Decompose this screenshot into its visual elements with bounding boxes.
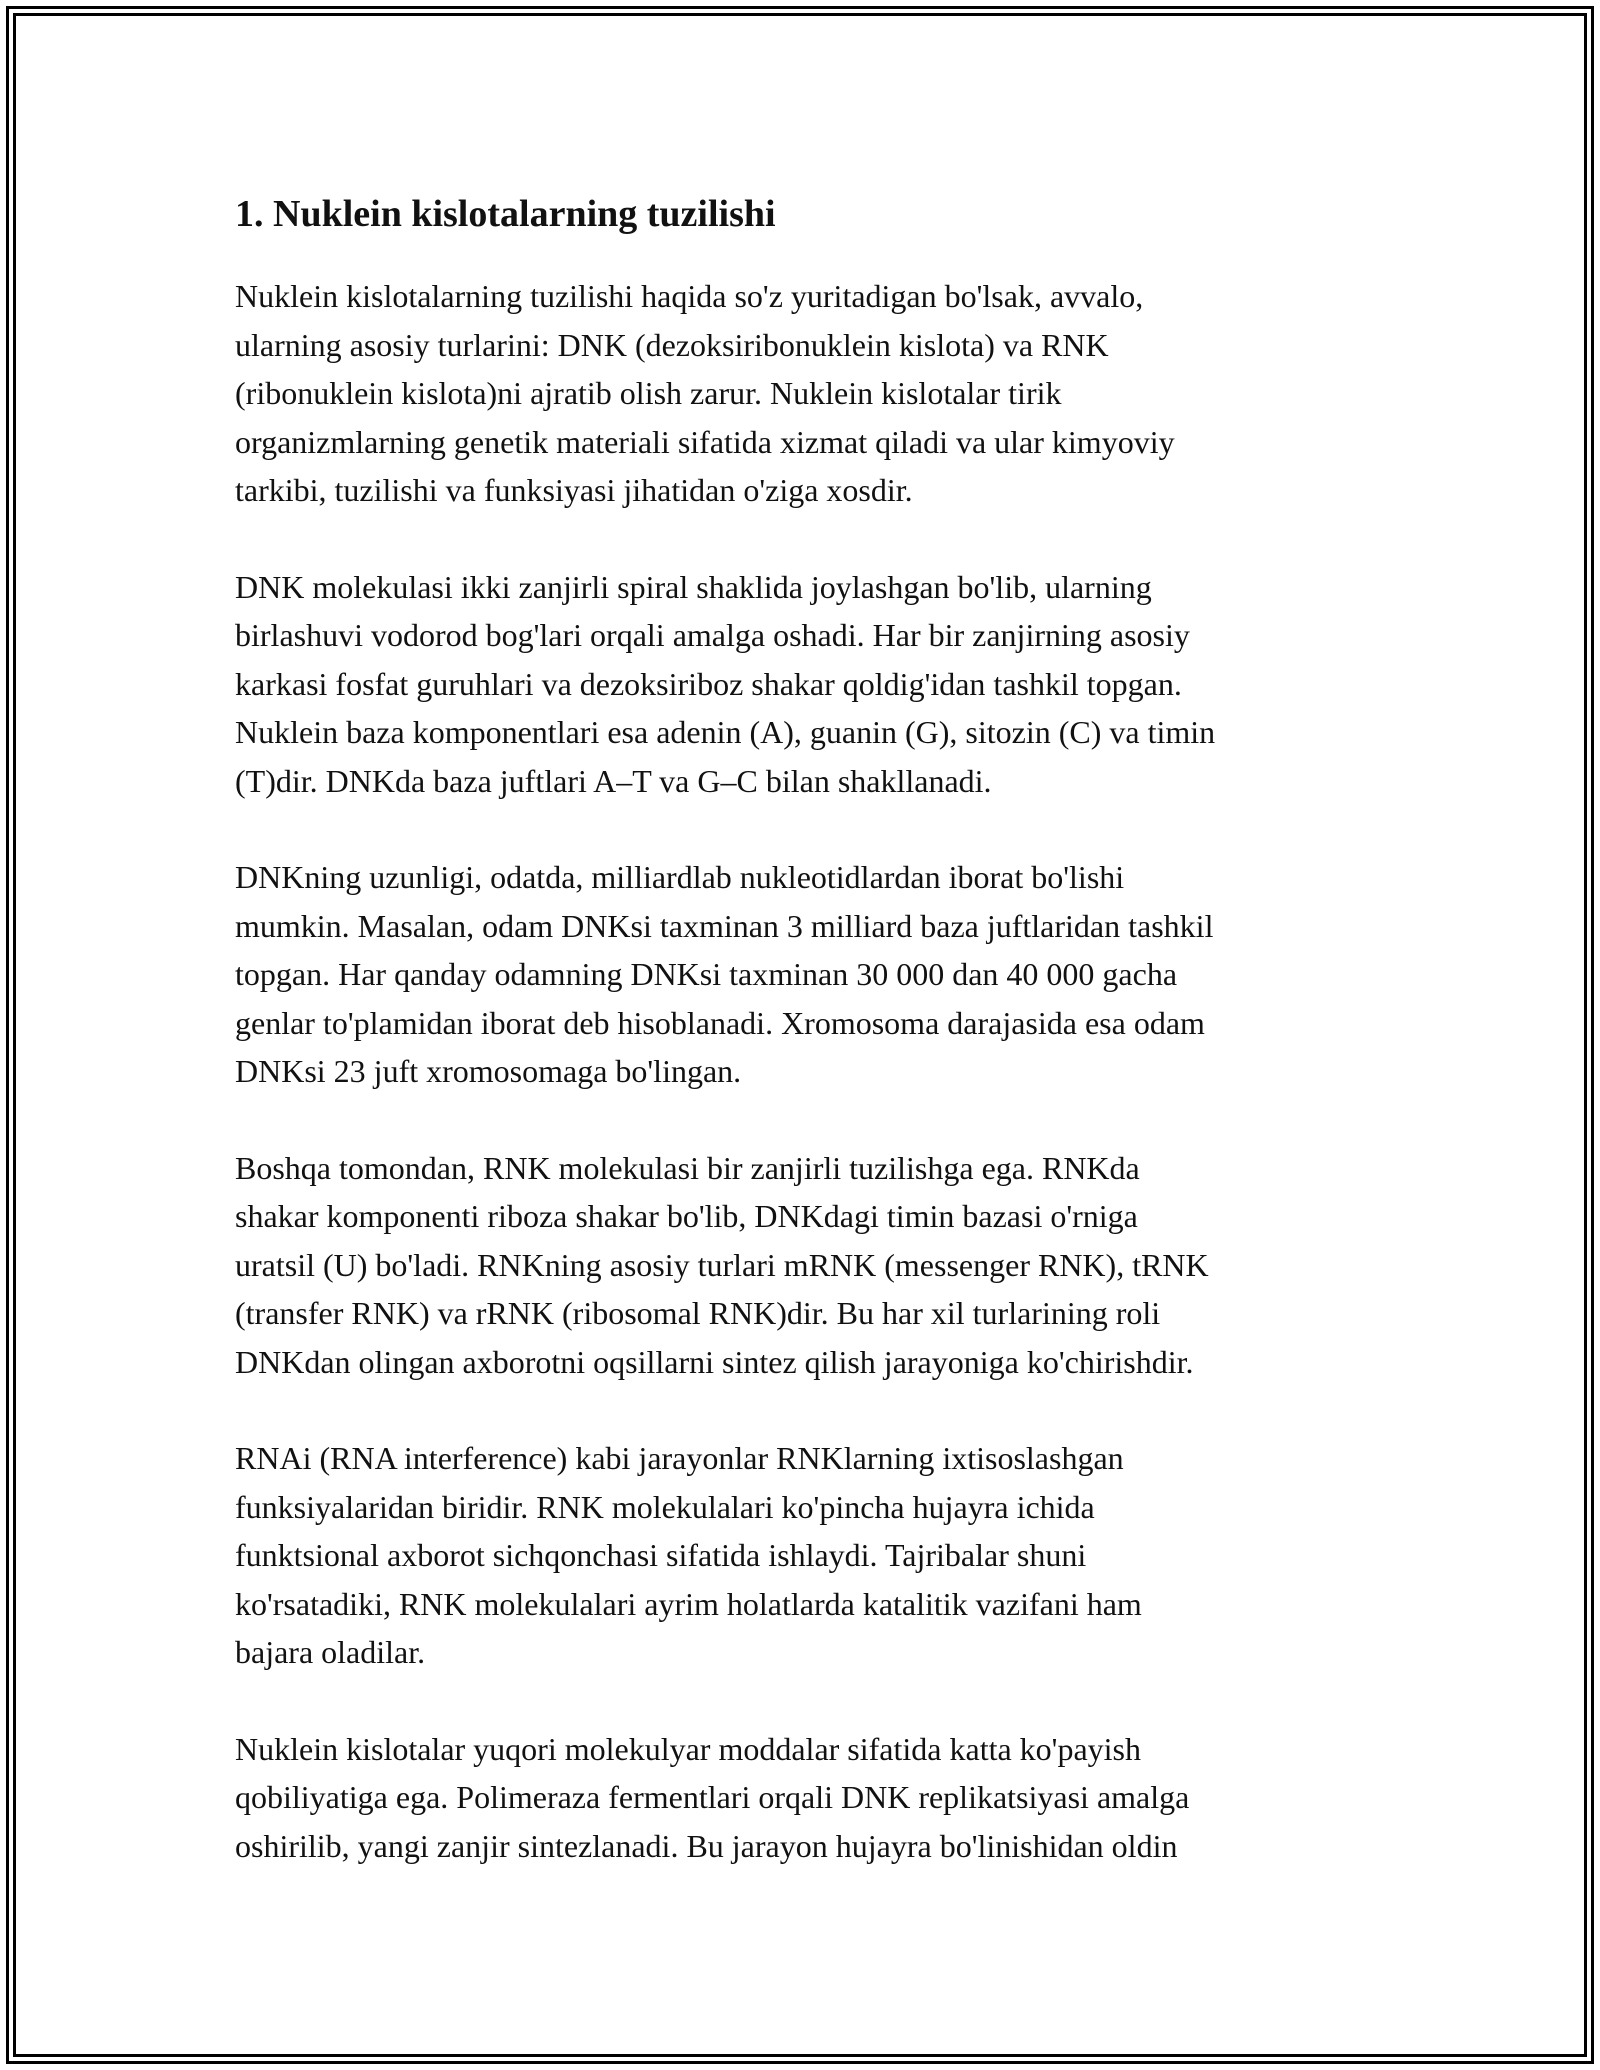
paragraph-3: DNKning uzunligi, odatda, milliardlab nukleotidlardan iborat bo'lishi mumkin. Masalan, odam DNKsi taxminan 3 milliard baza juftlaridan tashkil topgan. Har qanday odamning DNKsi taxminan 30 000 dan 40 000 gacha genlar to'plamidan iborat deb hisoblanadi. Xromosoma darajasida esa odam DNKsi 23 juft xromosomaga bo'lingan. bbox=[235, 859, 1214, 1089]
document-body bbox=[235, 190, 1365, 1918]
paragraph-5: RNAi (RNA interference) kabi jarayonlar RNKlarning ixtisoslashgan funksiyalaridan biridir. RNK molekulalari ko'pincha hujayra ichida funktsional axborot sichqonchasi sifatida ishlaydi. Tajribalar shuni ko'rsatadiki, RNK molekulalari ayrim holatlarda katalitik vazifani ham bajara oladilar. bbox=[235, 1440, 1142, 1670]
page-title: 1. Nuklein kislotalarning tuzilishi bbox=[235, 193, 776, 235]
paragraph-2: DNK molekulasi ikki zanjirli spiral shaklida joylashgan bo'lib, ularning birlashuvi vodorod bog'lari orqali amalga oshadi. Har bir zanjirning asosiy karkasi fosfat guruhlari va dezoksiriboz shakar qoldig'idan tashkil topgan. Nuklein baza komponentlari esa adenin (A), guanin (G), sitozin (C) va timin (T)dir. DNKda baza juftlari A–T va G–C bilan shakllanadi. bbox=[235, 568, 1216, 799]
paragraph-1: Nuklein kislotalarning tuzilishi haqida so'z yuritadigan bo'lsak, avvalo, ularning asosiy turlarini: DNK (dezoksiribonuklein kislota) va RNK (ribonuklein kislota)ni ajratib olish zarur. Nuklein kislotalar tirik organizmlarning genetik materiali sifatida xizmat qiladi va ular kimyoviy tarkibi, tuzilishi va funksiyasi jihatidan o'ziga xosdir. bbox=[235, 278, 1175, 508]
paragraph-4: Boshqa tomondan, RNK molekulasi bir zanjirli tuzilishga ega. RNKda shakar komponenti riboza shakar bo'lib, DNKdagi timin bazasi o'rniga uratsil (U) bo'ladi. RNKning asosiy turlari mRNK (messenger RNK), tRNK (transfer RNK) va rRNK (ribosomal RNK)dir. Bu har xil turlarining roli DNKdan olingan axborotni oqsillarni sintez qilish jarayoniga ko'chirishdir. bbox=[235, 1149, 1209, 1380]
paragraph-6: Nuklein kislotalar yuqori molekulyar moddalar sifatida katta ko'payish qobiliyatiga ega. Polimeraza fermentlari orqali DNK replikatsiyasi amalga oshirilib, yangi zanjir sintezlanadi. Bu jarayon hujayra bo'linishidan oldin bbox=[235, 1730, 1190, 1864]
